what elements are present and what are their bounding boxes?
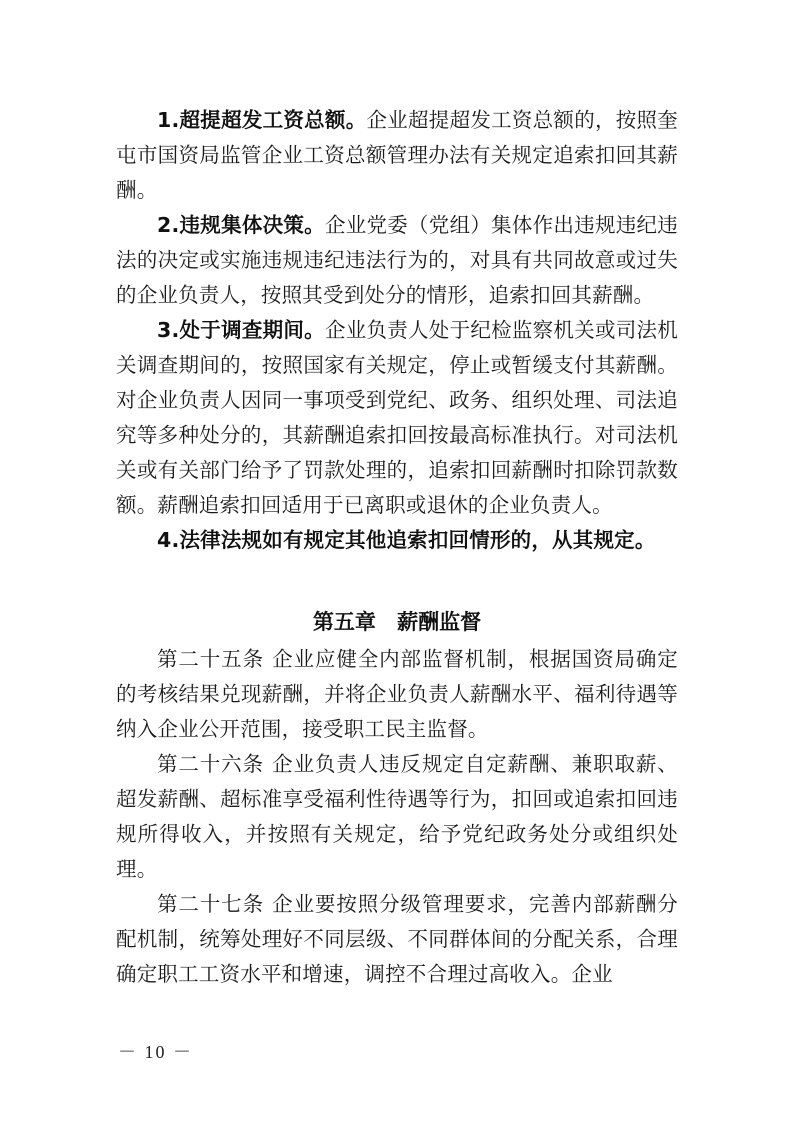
item-3 [116, 313, 678, 523]
item-4-title: 4.法律法规如有规定其他追索扣回情形的，从其规定。 [157, 528, 656, 552]
article-25-body: 企业应健全内部监督机制，根据国资局确定的考核结果兑现薪酬，并将企业负责人薪酬水平、福利待遇等纳入企业公开范围，接受职工民主监督。 [116, 647, 678, 741]
item-1-body: 企业超提超发工资总额的，按照奎屯市国资局监管企业工资总额管理办法有关规定追索扣回其薪酬。 [116, 108, 678, 202]
article-25 [116, 642, 678, 747]
article-27-body: 企业要按照分级管理要求，完善内部薪酬分配机制，统筹处理好不同层级、不同群体间的分配关系，合理确定职工工资水平和增速，调控不合理过高收入。企业 [116, 892, 678, 986]
article-27-label: 第二十七条 [157, 892, 264, 916]
article-26-body: 企业负责人违反规定自定薪酬、兼职取薪、超发薪酬、超标准享受福利性待遇等行为，扣回或追索扣回违规所得收入，并按照有关规定，给予党纪政务处分或组织处理。 [116, 752, 678, 881]
article-26 [116, 747, 678, 887]
article-25-label: 第二十五条 [157, 647, 264, 671]
item-4 [116, 523, 678, 558]
item-2-title: 2.违规集体决策。 [157, 213, 325, 237]
page-number: － 10 － [118, 1042, 193, 1062]
chapter-articles [116, 642, 678, 992]
item-2 [116, 208, 678, 313]
article-27 [116, 887, 678, 992]
item-3-body: 企业负责人处于纪检监察机关或司法机关调查期间的，按照国家有关规定，停止或暂缓支付其薪酬。对企业负责人因同一事项受到党纪、政务、组织处理、司法追究等多种处分的，其薪酬追索扣回按最高标准执行。对司法机关或有关部门给予了罚款处理的，追索扣回薪酬时扣除罚款数额。薪酬追索扣回适用于已离职或退休的企业负责人。 [116, 318, 678, 517]
item-2-body: 企业党委（党组）集体作出违规违纪违法的决定或实施违规违纪违法行为的，对具有共同故意或过失的企业负责人，按照其受到处分的情形，追索扣回其薪酬。 [116, 213, 678, 307]
chapter-title: 第五章 薪酬监督 [312, 610, 482, 634]
item-1-title: 1.超提超发工资总额。 [157, 108, 367, 132]
article-26-label: 第二十六条 [157, 752, 264, 776]
item-3-title: 3.处于调查期间。 [157, 318, 325, 342]
item-1 [116, 103, 678, 208]
recovery-items [116, 103, 678, 558]
